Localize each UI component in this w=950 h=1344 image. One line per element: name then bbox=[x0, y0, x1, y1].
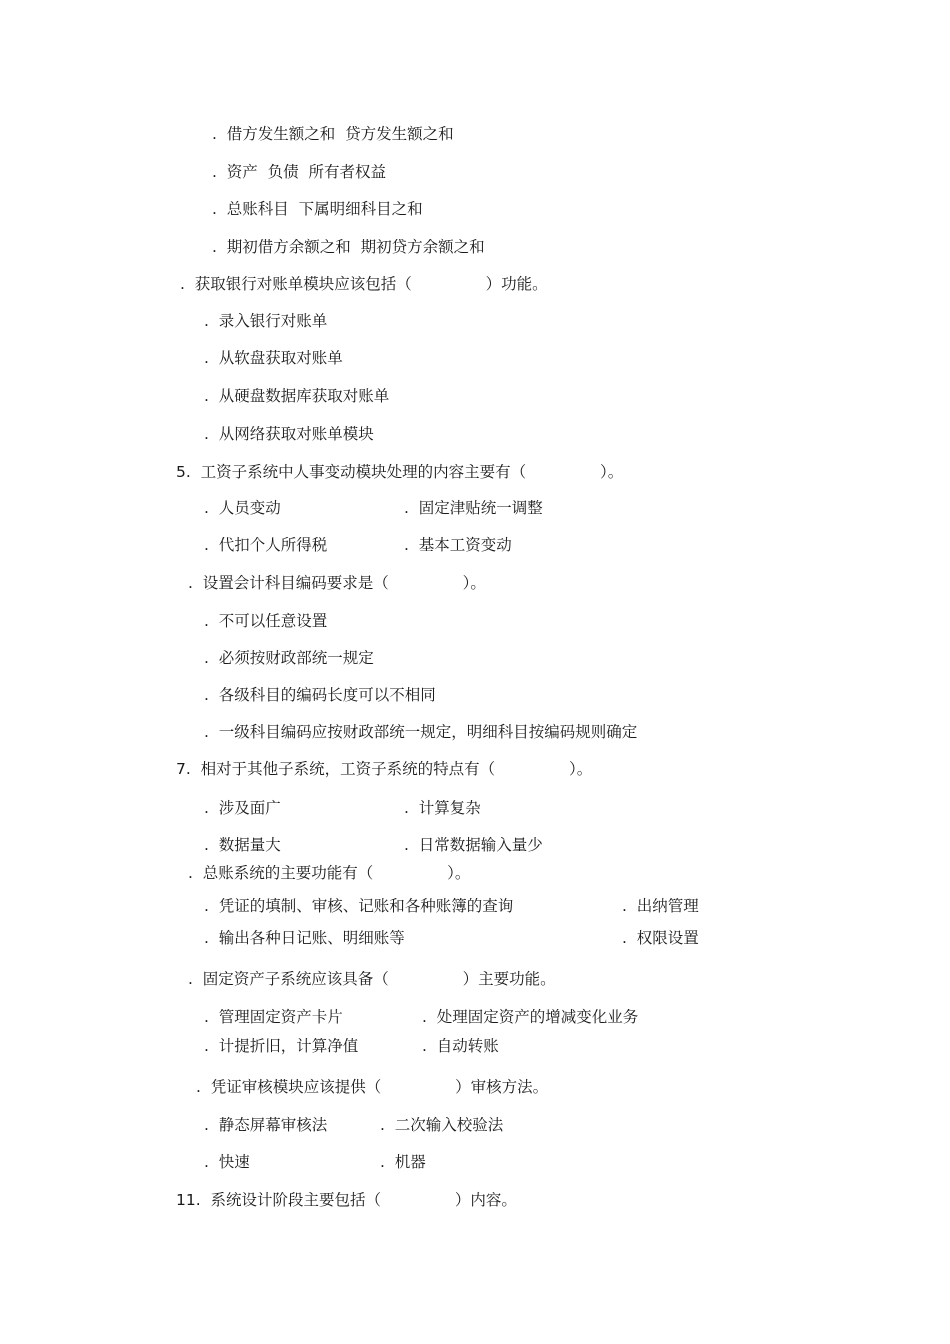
option-d: . 权限设置 bbox=[622, 929, 699, 947]
option-b: . 必须按财政部统一规定 bbox=[204, 649, 374, 667]
option-d: . 日常数据输入量少 bbox=[404, 836, 543, 854]
option-a: . 录入银行对账单 bbox=[204, 312, 328, 330]
option-a: . 静态屏幕审核法 bbox=[204, 1116, 328, 1134]
question: . 设置会计科目编码要求是（ ）。 bbox=[188, 574, 486, 592]
option-d: . 从网络获取对账单模块 bbox=[204, 425, 374, 443]
option-b: . 二次输入校验法 bbox=[380, 1116, 504, 1134]
option-b: . 处理固定资产的增减变化业务 bbox=[422, 1008, 639, 1026]
option-c: . 计提折旧，计算净值 bbox=[204, 1037, 359, 1055]
question: . 总账系统的主要功能有（ ）。 bbox=[188, 864, 471, 882]
option-b: . 固定津贴统一调整 bbox=[404, 499, 543, 517]
option-a: . 不可以任意设置 bbox=[204, 612, 328, 630]
option-a: . 人员变动 bbox=[204, 499, 281, 517]
option-c: . 代扣个人所得税 bbox=[204, 536, 328, 554]
option-c: . 数据量大 bbox=[204, 836, 281, 854]
question: 11. 系统设计阶段主要包括（ ）内容。 bbox=[176, 1191, 517, 1209]
question: . 获取银行对账单模块应该包括（ ）功能。 bbox=[180, 275, 548, 293]
option-b: . 资产 负债 所有者权益 bbox=[212, 163, 386, 181]
option-d: . 基本工资变动 bbox=[404, 536, 512, 554]
option-a: . 管理固定资产卡片 bbox=[204, 1008, 343, 1026]
question: . 凭证审核模块应该提供（ ）审核方法。 bbox=[196, 1078, 549, 1096]
option-a: . 凭证的填制、审核、记账和各种账簿的查询 bbox=[204, 897, 514, 915]
option-b: . 计算复杂 bbox=[404, 799, 481, 817]
option-a: . 借方发生额之和 贷方发生额之和 bbox=[212, 125, 454, 143]
question: 7. 相对于其他子系统，工资子系统的特点有（ ）。 bbox=[176, 760, 593, 778]
option-c: . 从硬盘数据库获取对账单 bbox=[204, 387, 390, 405]
option-d: . 期初借方余额之和 期初贷方余额之和 bbox=[212, 238, 485, 256]
option-c: . 各级科目的编码长度可以不相同 bbox=[204, 686, 436, 704]
option-c: . 总账科目 下属明细科目之和 bbox=[212, 200, 423, 218]
option-d: . 机器 bbox=[380, 1153, 426, 1171]
option-d: . 一级科目编码应按财政部统一规定，明细科目按编码规则确定 bbox=[204, 723, 638, 741]
option-b: . 出纳管理 bbox=[622, 897, 699, 915]
option-c: . 快速 bbox=[204, 1153, 250, 1171]
question: 5. 工资子系统中人事变动模块处理的内容主要有（ ）。 bbox=[176, 463, 624, 481]
option-b: . 从软盘获取对账单 bbox=[204, 349, 343, 367]
option-d: . 自动转账 bbox=[422, 1037, 499, 1055]
question: . 固定资产子系统应该具备（ ）主要功能。 bbox=[188, 970, 556, 988]
option-c: . 输出各种日记账、明细账等 bbox=[204, 929, 405, 947]
option-a: . 涉及面广 bbox=[204, 799, 281, 817]
